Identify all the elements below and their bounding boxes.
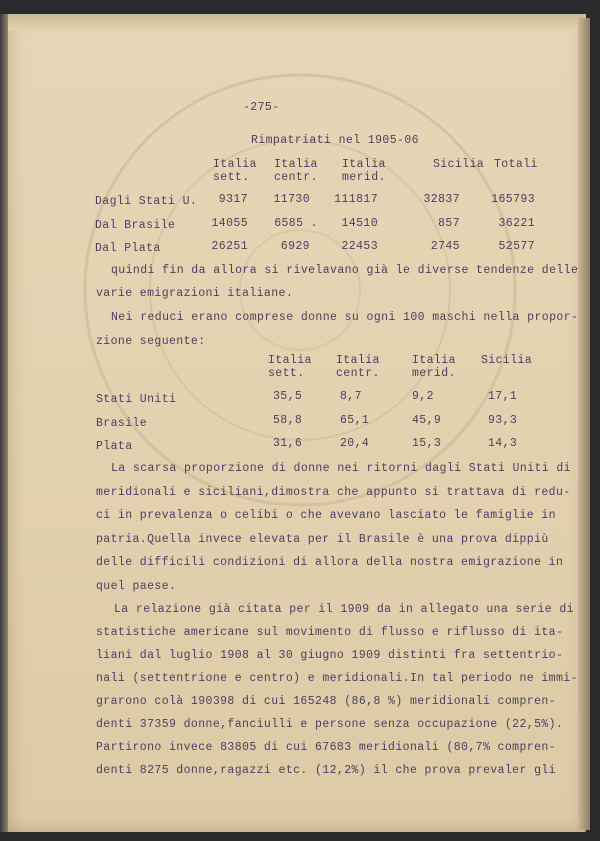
table1-header-3-line2: merid.	[342, 171, 386, 184]
table1-cell: 165793	[491, 193, 535, 206]
table2-cell: 15,3	[412, 437, 442, 450]
table1-header-5-line1: Totali	[494, 158, 538, 171]
paragraph2-line: zione seguente:	[96, 335, 206, 348]
paragraph3-line: patria.Quella invece elevata per il Brasile è una prova dippiù	[96, 533, 549, 546]
table1-header-1-line1: Italia	[213, 158, 257, 171]
paragraph3-line: quel paese.	[96, 580, 177, 593]
table2-header-2-line1: Italia	[336, 354, 380, 367]
table1-cell: 857	[438, 217, 460, 230]
table2-row-label: Plata	[96, 440, 133, 453]
table1-row-label: Dagli Stati U.	[95, 195, 198, 208]
table1-header-1-line2: sett.	[213, 171, 250, 184]
page-right-edge	[578, 18, 590, 830]
table2-cell: 8,7	[340, 390, 362, 403]
table2-header-2-line2: centr.	[336, 367, 380, 380]
table2-cell: 31,6	[273, 437, 303, 450]
paragraph3-line: delle difficili condizioni di allora della nostra emigrazione in	[96, 556, 564, 569]
table1-cell: 111817	[334, 193, 378, 206]
paragraph4-line: denti 37359 donne,fanciulli e persone senza occupazione (22,5%).	[96, 718, 564, 731]
paragraph4-line: La relazione già citata per il 1909 da in allegato una serie di	[114, 603, 574, 616]
paragraph1-line: quindi fin da allora si rivelavano già le diverse tendenze delle	[111, 264, 579, 277]
table1-header-2-line1: Italia	[274, 158, 318, 171]
table2-cell: 9,2	[412, 390, 434, 403]
table2-header-3-line2: merid.	[412, 367, 456, 380]
table1-cell: 11730	[273, 193, 310, 206]
paragraph2-line: Nei reduci erano comprese donne su ogni 100 maschi nella propor-	[111, 311, 579, 324]
table1-row-label: Dal Plata	[95, 242, 161, 255]
paragraph4-line: grarono colà 190398 di cui 165248 (86,8 %) meridionali compren-	[96, 695, 556, 708]
table1-cell: 9317	[218, 193, 248, 206]
paragraph3-line: La scarsa proporzione di donne nei ritorni dagli Stati Uniti di	[111, 462, 571, 475]
table2-cell: 58,8	[273, 414, 303, 427]
table2-cell: 14,3	[488, 437, 518, 450]
page-top-fold	[8, 14, 586, 30]
table2-row-label: Brasile	[96, 417, 148, 430]
table1-cell: 6585 .	[274, 217, 318, 230]
table2-header-1-line2: sett.	[268, 367, 305, 380]
table2-header-4-line1: Sicilia	[481, 354, 533, 367]
table2-header-1-line1: Italia	[268, 354, 312, 367]
table2-cell: 65,1	[340, 414, 370, 427]
table1-cell: 26251	[211, 240, 248, 253]
table1-cell: 2745	[430, 240, 460, 253]
table2-cell: 20,4	[340, 437, 370, 450]
paragraph3-line: meridionali e siciliani,dimostra che appunto si trattava di redu-	[96, 486, 571, 499]
paragraph3-line: ci in prevalenza o celibi o che avevano lasciato le famiglie in	[96, 509, 556, 522]
table1-header-2-line2: centr.	[274, 171, 318, 184]
table1-cell: 52577	[498, 240, 535, 253]
table1-header-3-line1: Italia	[342, 158, 386, 171]
table2-cell: 93,3	[488, 414, 518, 427]
table2-header-3-line1: Italia	[412, 354, 456, 367]
table2-cell: 17,1	[488, 390, 518, 403]
paragraph1-line: varie emigrazioni italiane.	[96, 287, 294, 300]
table1-cell: 14055	[211, 217, 248, 230]
table1-cell: 14510	[341, 217, 378, 230]
page-number: -275-	[243, 101, 280, 114]
table1-header-4-line1: Sicilia	[433, 158, 485, 171]
paragraph4-line: nali (settentrione e centro) e meridionali.In tal periodo ne immi-	[96, 672, 578, 685]
table1-cell: 22453	[341, 240, 378, 253]
table2-row-label: Stati Uniti	[96, 393, 177, 406]
paragraph4-line: Partirono invece 83805 di cui 67683 meridionali (80,7% compren-	[96, 741, 556, 754]
paragraph4-line: liani dal luglio 1908 al 30 giugno 1909 distinti fra settentrio-	[96, 649, 564, 662]
table2-cell: 35,5	[273, 390, 303, 403]
paragraph4-line: statistiche americane sul movimento di flusso e riflusso di ita-	[96, 626, 564, 639]
table1-row-label: Dal Brasile	[95, 219, 176, 232]
table1-cell: 32837	[423, 193, 460, 206]
paragraph4-line: denti 8275 donne,ragazzi etc. (12,2%) il che prova prevaler gli	[96, 764, 556, 777]
table1-cell: 36221	[498, 217, 535, 230]
table1-cell: 6929	[280, 240, 310, 253]
table1-title: Rimpatriati nel 1905-06	[251, 134, 419, 147]
table2-cell: 45,9	[412, 414, 442, 427]
